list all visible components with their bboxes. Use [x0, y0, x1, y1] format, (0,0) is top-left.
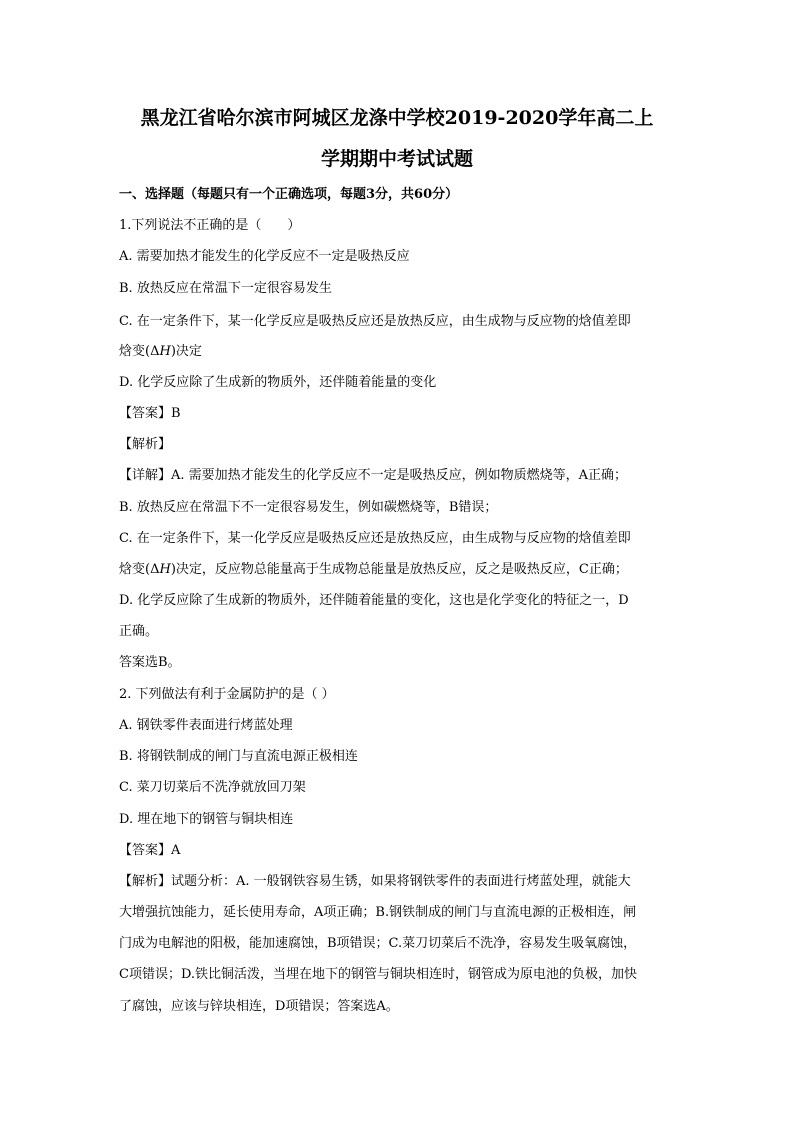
- q1-option-c-line-2-prefix: 焓变(Δ: [119, 344, 160, 359]
- document-title-line-1: 黑龙江省哈尔滨市阿城区龙涤中学校2019-2020学年高二上: [140, 107, 654, 129]
- q1-option-b: B. 放热反应在常温下一定很容易发生: [119, 281, 332, 296]
- section-heading: 一、选择题（每题只有一个正确选项，每题3分，共60分）: [119, 187, 459, 202]
- q1-detail-c-line-2-prefix: 焓变(Δ: [119, 562, 160, 577]
- document-title-line-2: 学期期中考试试题: [320, 148, 473, 170]
- q1-detail-label: 【详解】: [119, 468, 172, 483]
- q2-analysis-line-1-text: 试题分析：A. 一般钢铁容易生锈，如果将钢铁零件的表面进行烤蓝处理，就能大: [171, 874, 631, 889]
- q1-option-c-line-2-italic: H: [159, 344, 171, 359]
- q1-detail-d-line-1: D. 化学反应除了生成新的物质外，还伴随着能量的变化，这也是化学变化的特征之一，D: [119, 593, 629, 608]
- q1-option-c-line-2: [119, 343, 679, 361]
- q1-conclusion: 答案选B。: [119, 655, 181, 670]
- q2-stem: 2. 下列做法有利于金属防护的是（ ）: [119, 687, 335, 702]
- q1-stem: 1.下列说法不正确的是（ ）: [119, 218, 301, 233]
- q1-answer-label: 【答案】: [119, 406, 172, 421]
- q1-detail-c-line-1: C. 在一定条件下，某一化学反应是吸热反应还是放热反应，由生成物与反应物的焓值差即: [119, 531, 631, 546]
- q1-answer: [119, 405, 679, 423]
- q2-analysis-line-3: 门成为电解池的阳极，能加速腐蚀，B项错误；C.菜刀切菜后不洗净，容易发生吸氧腐蚀，: [119, 936, 637, 951]
- q1-detail-b: B. 放热反应在常温下不一定很容易发生，例如碳燃烧等，B错误；: [119, 500, 498, 515]
- q2-answer: [119, 842, 679, 860]
- q1-detail-c-line-2-suffix: )决定，反应物总能量高于生成物总能量是放热反应，反之是吸热反应，C正确；: [170, 562, 628, 577]
- q2-option-d: D. 埋在地下的钢管与铜块相连: [119, 812, 294, 827]
- q2-option-c: C. 菜刀切菜后不洗净就放回刀架: [119, 780, 306, 795]
- q2-option-b: B. 将钢铁制成的闸门与直流电源正极相连: [119, 749, 358, 764]
- q1-analysis-label: 【解析】: [119, 437, 172, 452]
- q2-answer-label: 【答案】: [119, 843, 172, 858]
- q1-option-a: A. 需要加热才能发生的化学反应不一定是吸热反应: [119, 249, 410, 264]
- q1-detail-a: [119, 467, 679, 485]
- q2-answer-value: A: [171, 843, 181, 858]
- q2-analysis-label: 【解析】: [119, 874, 172, 889]
- q1-detail-c-line-2-italic: H: [159, 562, 171, 577]
- q2-analysis-line-1: [119, 873, 679, 891]
- q1-option-c-line-1: C. 在一定条件下，某一化学反应是吸热反应还是放热反应，由生成物与反应物的焓值差即: [119, 314, 631, 329]
- q2-option-a: A. 钢铁零件表面进行烤蓝处理: [119, 718, 293, 733]
- q1-option-d: D. 化学反应除了生成新的物质外，还伴随着能量的变化: [119, 375, 437, 390]
- q1-detail-d-line-2: 正确。: [119, 624, 159, 639]
- q2-analysis-line-2: 大增强抗蚀能力，延长使用寿命，A项正确；B.钢铁制成的闸门与直流电源的正极相连，闸: [119, 905, 637, 920]
- q1-answer-value: B: [171, 406, 181, 421]
- q2-analysis-line-4: C项错误；D.铁比铜活泼，当埋在地下的钢管与铜块相连时，钢管成为原电池的负极，加快: [119, 967, 638, 982]
- q1-detail-c-line-2: [119, 561, 679, 579]
- q2-analysis-line-5: 了腐蚀，应该与锌块相连，D项错误；答案选A。: [119, 999, 399, 1014]
- q1-option-c-line-2-suffix: )决定: [170, 344, 202, 359]
- q1-detail-a-text: A. 需要加热才能发生的化学反应不一定是吸热反应，例如物质燃烧等，A正确；: [171, 468, 628, 483]
